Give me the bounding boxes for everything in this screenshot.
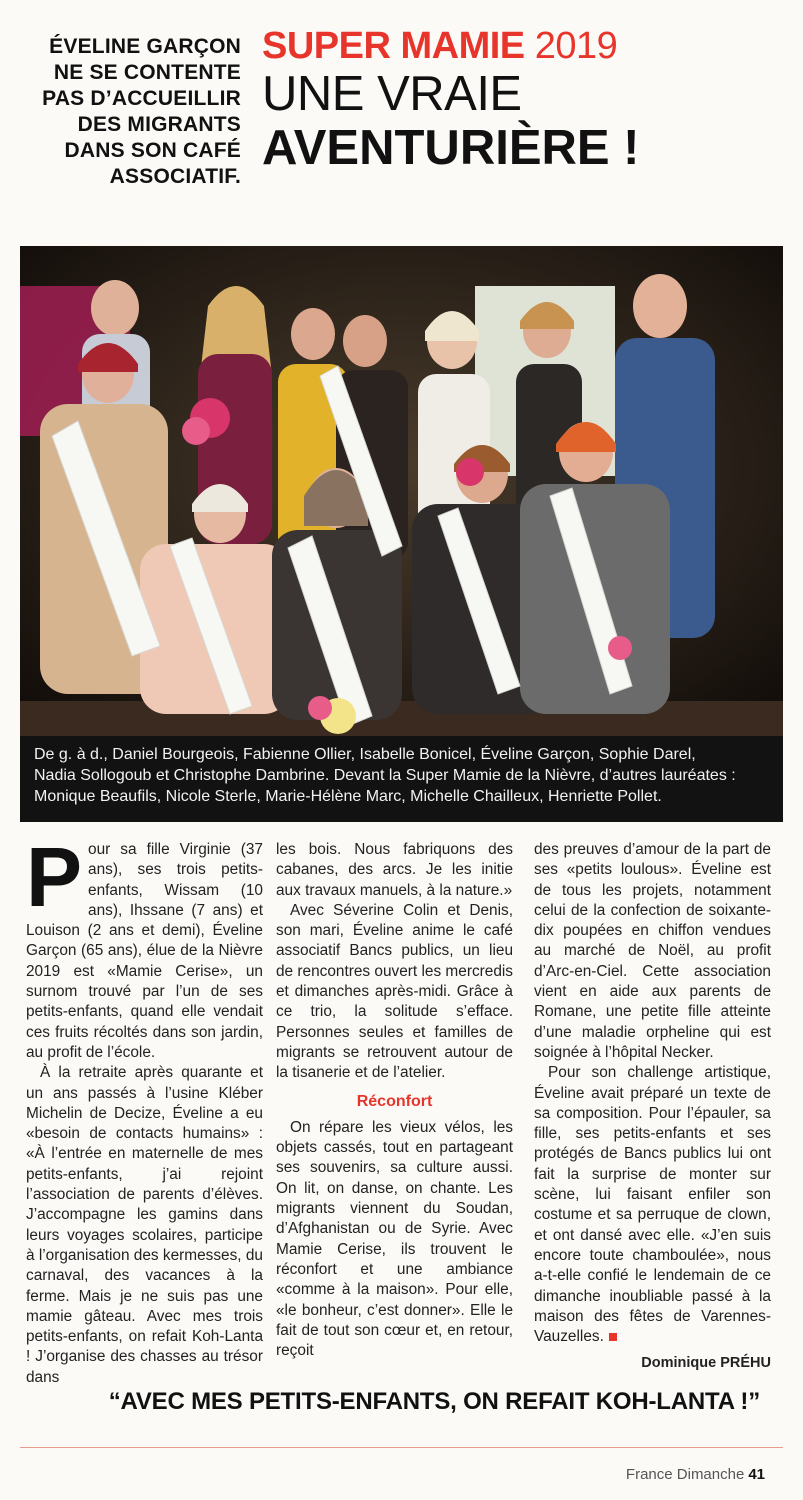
- kicker: [1, 34, 241, 190]
- column-2: [276, 840, 513, 1361]
- paragraph: [534, 1063, 771, 1347]
- headline: [262, 24, 802, 176]
- group-photo: [20, 246, 783, 736]
- drop-cap: P: [26, 830, 83, 924]
- paragraph: On répare les vieux vélos, les objets cassés, tout en partageant ses souvenirs, sa culture aussi. On lit, on danse, on chante. Les migrants viennent du Soudan, d’Afghanistan ou de Syrie. Avec Mamie Cerise, ils trouvent le réconfort et une ambiance «comme à la maison». Pour elle, «le bonheur, c’est donner». Elle le fait de tout son cœur et, en retour, reçoit: [276, 1118, 513, 1360]
- paragraph: Avec Séverine Colin et Denis, son mari, Éveline anime le café associatif Bancs publics, un lieu de rencontres ouvert les mercredis et dimanches après-midi. Grâce à ce trio, la solitude s’efface. Personnes seules et familles de migrants se retrouvent autour de la tisanerie et de l’atelier.: [276, 901, 513, 1082]
- author-byline: Dominique PRÉHU: [641, 1355, 771, 1372]
- paragraph: les bois. Nous fabriquons des cabanes, des arcs. Je les initie aux travaux manuels, à la nature.»: [276, 841, 513, 899]
- column-1: [26, 830, 263, 1388]
- page-number: 41: [748, 1466, 765, 1483]
- headline-line-3: AVENTURIÈRE !: [262, 121, 640, 175]
- kicker-line: NE SE CONTENTE: [53, 61, 241, 84]
- article-header: [0, 24, 803, 224]
- paragraph: des preuves d’amour de la part de ses «petits loulous». Éveline est de tous les projets, notamment celui de la confection de soixante-dix poupées en chiffon vendues au marché de Noël, au profit d’Arc-en-Ciel. Cette association vient en aide aux parents de Romane, une petite fille atteinte d’une maladie orpheline qui est soignée à l’hôpital Necker.: [534, 841, 771, 1061]
- kicker-line: PAS D’ACCUEILLIR: [42, 87, 241, 110]
- kicker-line: DES MIGRANTS: [77, 113, 241, 136]
- caption-line: Nadia Sollogoub et Christophe Dambrine. Devant la Super Mamie de la Nièvre, d’autres lauréates :: [34, 767, 736, 784]
- headline-brand: SUPER MAMIE: [262, 25, 525, 67]
- caption-line: De g. à d., Daniel Bourgeois, Fabienne Ollier, Isabelle Bonicel, Éveline Garçon, Sophie Darel,: [34, 746, 696, 763]
- photo-caption: [20, 736, 783, 822]
- article-body: [26, 830, 778, 1386]
- paragraph: [26, 830, 263, 1063]
- column-3: [534, 840, 771, 1374]
- paragraph-text: our sa fille Virginie (37 ans), ses trois petits-enfants, Wissam (10 ans), Ihssane (7 ans) et Louison (2 ans et demi), Éveline Garçon (65 ans), élue de la Nièvre 2019 est «Mamie Cerise», un surnom trouvé par l’un de ses petits-enfants, quand elle vendait ces fruits récoltés dans son jardin, au profit de l’école.: [26, 841, 263, 1061]
- subheading: Réconfort: [356, 1092, 433, 1110]
- headline-year: 2019: [534, 25, 618, 67]
- kicker-line: ÉVELINE GARÇON: [49, 35, 241, 58]
- group-photo-illustration: [20, 246, 783, 736]
- kicker-line: DANS SON CAFÉ: [64, 139, 241, 162]
- paragraph: À la retraite après quarante et un ans passés à l’usine Kléber Michelin de Decize, Éveline a eu «besoin de contacts humains» : «À l’entrée en maternelle de mes petits-enfants, j’ai rejoint l’association de parents d’élèves. J’accompagne les gamins dans leurs voyages scolaires, participe à l’organisation des kermesses, du carnaval, des vacances à la ferme. Mais je ne suis pas une mamie gâteau. Avec mes trois petits-enfants, on refait Koh-Lanta ! J’organise des chasses au trésor dans: [26, 1064, 263, 1386]
- pull-quote: “AVEC MES PETITS-ENFANTS, ON REFAIT KOH-LANTA !”: [108, 1388, 760, 1415]
- headline-line-2: UNE VRAIE: [262, 67, 522, 121]
- kicker-line: ASSOCIATIF.: [109, 165, 241, 188]
- paragraph-text: Pour son challenge artistique, Éveline avait préparé un texte de sa composition. Pour l’épauler, sa fille, ses petits-enfants et ses protégés de Bancs publics lui ont fait la surprise de monter sur scène, lui faisant enfiler son costume et sa perruque de clown, et ont dansé avec elle. «J’en suis encore toute chamboulée», nous a-t-elle confié le lendemain de ce dimanche inoubliable passé à la maison des fêtes de Varennes-Vauzelles.: [534, 1064, 771, 1346]
- publication-name: France Dimanche: [625, 1466, 745, 1483]
- headline-line-1: [262, 24, 802, 68]
- caption-line: Monique Beaufils, Nicole Sterle, Marie-Hélène Marc, Michelle Chailleux, Henriette Pollet.: [34, 788, 662, 805]
- footer-divider: [20, 1447, 783, 1448]
- end-mark-icon: [609, 1333, 617, 1341]
- page-footer: [626, 1466, 765, 1483]
